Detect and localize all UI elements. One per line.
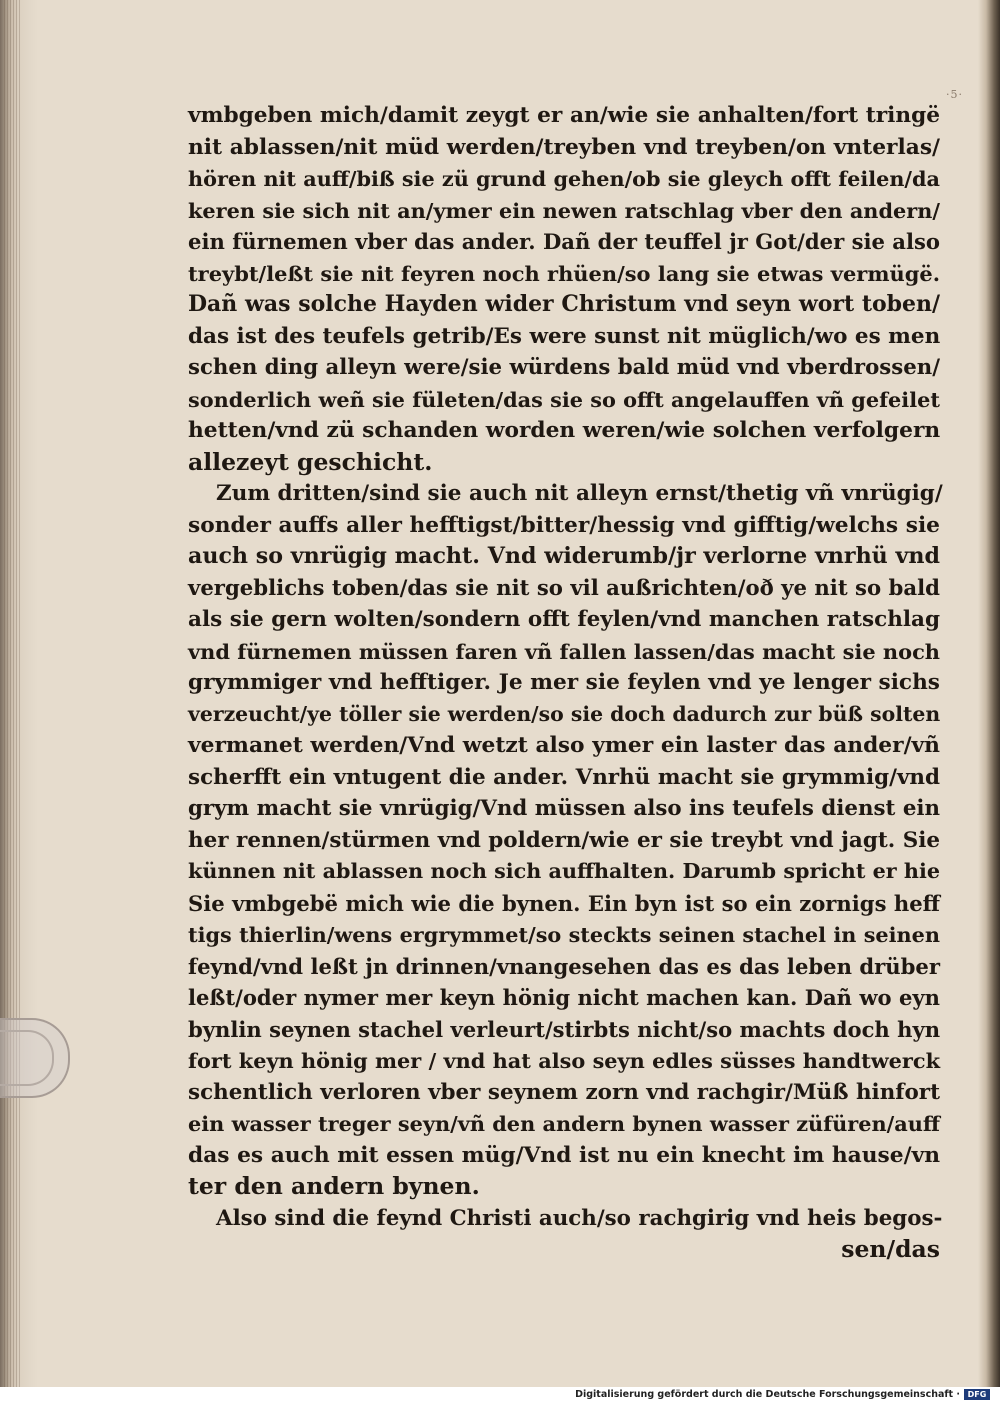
text-line: leßt/oder nymer mer keyn hönig nicht machen kan. Dañ wo eyn: [188, 985, 940, 1010]
text-line: verzeucht/ye töller sie werden/so sie doch dadurch zur büß solten: [188, 701, 941, 726]
text-line: als sie gern wolten/sondern offt feylen/vnd manchen ratschlag: [188, 607, 940, 632]
text-line: vnd fürnemen müssen faren vñ fallen lassen/das macht sie noch: [188, 638, 940, 664]
text-line: schen ding alleyn were/sie würdens bald müd vnd vberdrossen/: [188, 355, 940, 380]
text-line: Dañ was solche Hayden wider Christum vnd seyn wort toben/: [188, 291, 940, 317]
page-edges: [4, 0, 22, 1387]
text-line: her rennen/stürmen vnd poldern/wie er sie treybt vnd jagt. Sie: [188, 827, 941, 853]
text-line: ein wasser treger seyn/vñ den andern bynen wasser züfüren/auff: [188, 1111, 940, 1136]
text-line: ter den andern bynen.: [188, 1172, 480, 1200]
text-line: künnen nit ablassen noch sich auffhalten. Darumb spricht er hie: [188, 859, 940, 883]
funding-credit: Digitalisierung gefördert durch die Deutsche Forschungsgemeinschaft ·: [575, 1389, 960, 1400]
text-line: tigs thierlin/wens ergrymmet/so steckts seinen stachel in seinen: [188, 922, 940, 947]
text-line: bynlin seynen stachel verleurt/stirbts nicht/so machts doch hyn: [188, 1016, 941, 1042]
text-line: Sie vmbgebë mich wie die bynen. Ein byn ist so ein zornigs heff: [188, 890, 940, 916]
page-mark: ·5·: [946, 88, 963, 101]
text-line: keren sie sich nit an/ymer ein newen ratschlag vber den andern/: [188, 197, 940, 223]
text-line: scherfft ein vntugent die ander. Vnrhü macht sie grymmig/vnd: [188, 764, 940, 790]
text-line: Zum dritten/sind sie auch nit alleyn ernst/thetig vñ vnrügig/: [216, 481, 943, 506]
body-text: [188, 100, 943, 1266]
book-spine-edge: [0, 0, 38, 1387]
text-line: das es auch mit essen müg/Vnd ist nu ein knecht im hause/vn: [188, 1142, 940, 1168]
text-line: Also sind die feynd Christi auch/so rachgirig vnd heis begos-: [216, 1205, 943, 1231]
text-line: auch so vnrügig macht. Vnd widerumb/jr verlorne vnrhü vnd: [188, 543, 940, 569]
text-line: schentlich verloren vber seynem zorn vnd rachgir/Müß hinfort: [188, 1079, 940, 1105]
text-line: sonder auffs aller hefftigst/bitter/hessig vnd gifftig/welchs sie: [188, 512, 940, 538]
text-line: grymmiger vnd hefftiger. Je mer sie feylen vnd ye lenger sichs: [188, 670, 940, 695]
text-line: feynd/vnd leßt jn drinnen/vnangesehen das es das leben drüber: [188, 953, 940, 979]
catchword-line: sen/das: [841, 1235, 940, 1263]
text-line: fort keyn hönig mer / vnd hat also seyn edles süsses handtwerck: [188, 1048, 940, 1073]
text-line: vermanet werden/Vnd wetzt also ymer ein laster das ander/vñ: [188, 733, 940, 758]
text-line: sonderlich weñ sie fületen/das sie so offt angelauffen vñ gefeilet: [188, 386, 940, 412]
text-line: hören nit auff/biß sie zü grund gehen/ob sie gleych offt feilen/da: [188, 166, 940, 191]
footer-bar: [0, 1387, 1000, 1403]
text-line: grym macht sie vnrügig/Vnd müssen also ins teufels dienst ein: [188, 796, 940, 821]
text-line: vmbgeben mich/damit zeygt er an/wie sie anhalten/fort tringë: [188, 103, 940, 128]
text-line: hetten/vnd zü schanden worden weren/wie solchen verfolgern: [188, 418, 941, 443]
text-line: nit ablassen/nit müd werden/treyben vnd treyben/on vnterlas/: [188, 134, 940, 160]
text-line: treybt/leßt sie nit feyren noch rhüen/so lang sie etwas vermügë.: [188, 260, 940, 286]
text-line: das ist des teufels getrib/Es were sunst nit müglich/wo es men: [188, 323, 941, 349]
paper-clip-inner: [0, 1030, 54, 1086]
text-line: ein fürnemen vber das ander. Dañ der teuffel jr Got/der sie also: [188, 229, 940, 254]
text-line: vergeblichs toben/das sie nit so vil außrichten/oð ye nit so bald: [188, 575, 940, 601]
text-line: allezeyt geschicht.: [188, 447, 433, 476]
dfg-logo-icon: DFG: [964, 1389, 990, 1400]
page-right-shadow: [978, 0, 1000, 1387]
